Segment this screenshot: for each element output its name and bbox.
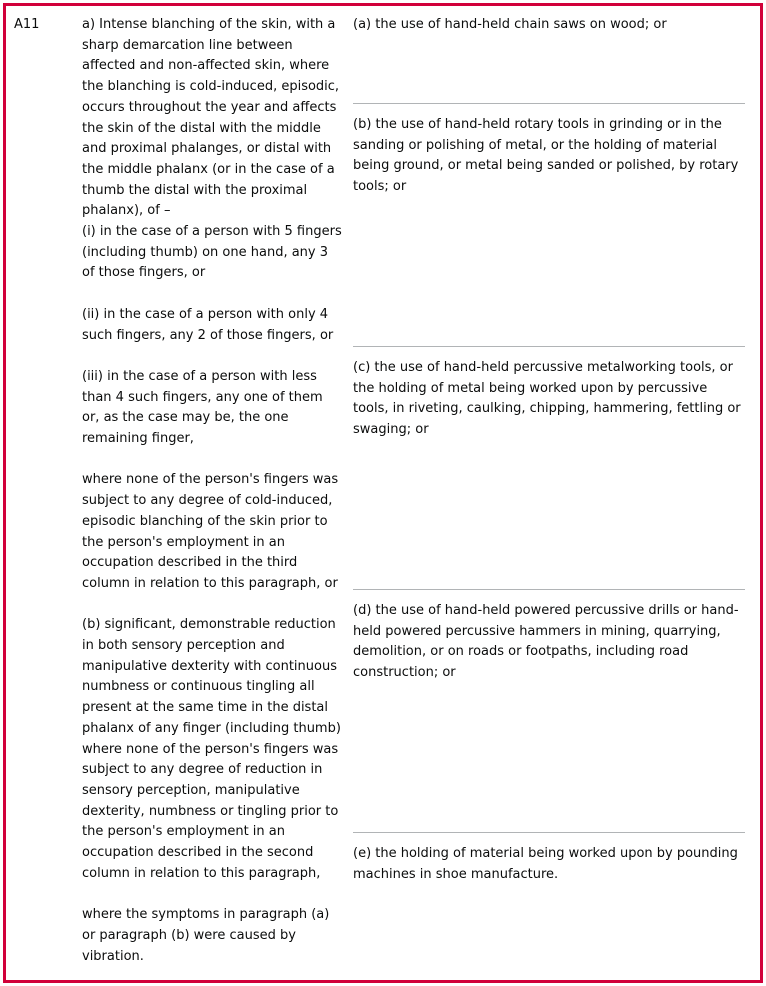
condition-proviso-a: where none of the person's fingers was subject to any degree of cold-induced, episodic blanching of the skin prior to the person's employment in an occupation described in the third column in relation to this paragraph, or xyxy=(82,472,339,591)
condition-paragraph-ii: (ii) in the case of a person with only 4 such fingers, any 2 of those fingers, or xyxy=(82,306,334,343)
condition-causation: where the symptoms in paragraph (a) or paragraph (b) were caused by vibration. xyxy=(82,907,330,964)
occupation-d: (d) the use of hand-held powered percussive drills or hand-held powered percussive hammers in mining, quarrying, demolition, or on roads or footpaths, including road construction; or xyxy=(353,603,739,681)
occupation-b: (b) the use of hand-held rotary tools in grinding or in the sanding or polishing of metal, or the holding of material being ground, or metal being sanded or polished, by rotary tools; or xyxy=(353,117,739,195)
divider xyxy=(353,832,745,833)
condition-paragraph-a: a) Intense blanching of the skin, with a sharp demarcation line between affected and non-affected skin, where the blanching is cold-induced, episodic, occurs throughout the year and affects the skin of the distal with the middle and proximal phalanges, or distal with the middle phalanx (or in the case of a thumb the distal with the proximal phalanx), of – (i) in the case of a person with 5 fingers (including thumb) on one hand, any 3 of those fingers, or xyxy=(82,17,342,281)
divider xyxy=(353,589,745,590)
divider xyxy=(353,103,745,104)
disease-code: A11 xyxy=(14,17,40,32)
occupation-a: (a) the use of hand-held chain saws on wood; or xyxy=(353,17,667,32)
condition-column xyxy=(82,15,344,967)
condition-paragraph-b: (b) significant, demonstrable reduction in both sensory perception and manipulative dexterity with continuous numbness or continuous tingling all present at the same time in the distal phalanx of any finger (including thumb) where none of the person's fingers was subject to any degree of reduction in sensory perception, manipulative dexterity, numbness or tingling prior to the person's employment in an occupation described in the second column in relation to this paragraph, xyxy=(82,617,341,881)
occupation-c: (c) the use of hand-held percussive metalworking tools, or the holding of metal being worked upon by percussive tools, in riveting, caulking, chipping, hammering, fettling or swaging; or xyxy=(353,360,741,438)
condition-paragraph-iii: (iii) in the case of a person with less than 4 such fingers, any one of them or, as the case may be, the one remaining finger, xyxy=(82,368,323,447)
divider xyxy=(353,346,745,347)
occupation-e: (e) the holding of material being worked upon by pounding machines in shoe manufacture. xyxy=(353,846,738,882)
